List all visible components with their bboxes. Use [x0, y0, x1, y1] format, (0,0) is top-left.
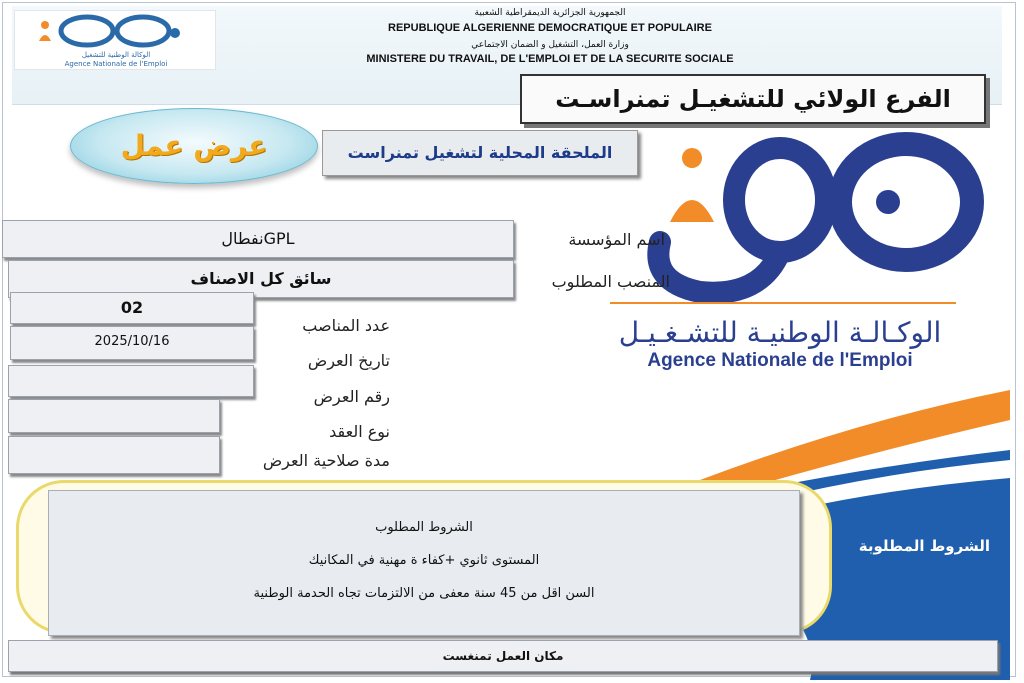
- agency-small-logo: [14, 10, 216, 70]
- agency-logo-icon: [620, 112, 1000, 332]
- organization-label: اسم المؤسسة: [568, 230, 665, 249]
- republic-arabic: الجمهورية الجزائرية الديمقراطية الشعبية: [474, 8, 626, 18]
- ministry-french: MINISTERE DU TRAVAIL, DE L'EMPLOI ET DE LA SECURITE SOCIALE: [366, 53, 734, 65]
- offer-validity-label: مدة صلاحية العرض: [262, 451, 390, 470]
- logo-divider: [610, 302, 956, 304]
- requirement-item: المستوى ثانوي +كفاء ة مهنية في المكانيك: [308, 553, 540, 568]
- position-value: سائق كل الاصناف: [8, 260, 514, 298]
- offer-date-value: 2025/10/16: [10, 326, 254, 360]
- organization-value: نفطالGPL: [2, 220, 514, 258]
- annex-title: الملحقة المحلية لتشغيل تمنراست: [322, 130, 638, 176]
- branch-title: الفرع الولائي للتشغيـل تمنراسـت: [520, 74, 986, 124]
- republic-french: REPUBLIQUE ALGERIENNE DEMOCRATIQUE ET POPULAIRE: [388, 22, 712, 34]
- offer-number-value: [8, 365, 254, 397]
- offer-validity-value: [8, 436, 220, 474]
- contract-type-value: [8, 399, 220, 433]
- positions-count-label: عدد المناصب: [302, 316, 390, 335]
- workplace-box: مكان العمل تمنغست: [8, 640, 998, 672]
- agency-name-arabic: الوكـالـة الوطنيـة للتشـغـيـل: [618, 316, 942, 349]
- offer-number-label: رقم العرض: [313, 387, 390, 406]
- job-offer-badge-label: عرض عمل: [120, 129, 268, 162]
- contract-type-label: نوع العقد: [329, 422, 390, 441]
- small-logo-french-name: Agence Nationale de l'Emploi: [64, 60, 168, 68]
- agency-name-french: Agence Nationale de l'Emploi: [647, 350, 913, 371]
- requirement-item: السن اقل من 45 سنة معفى من الالتزمات تجاه الحدمة الوطنية: [253, 586, 595, 601]
- requirements-heading: الشروط المطلوب: [375, 520, 473, 535]
- ministry-arabic: وزارة العمل، التشغيل و الضمان الاجتماعي: [471, 40, 629, 50]
- requirements-side-label: الشروط المطلوبة: [858, 537, 990, 555]
- positions-count-value: 02: [10, 292, 254, 324]
- job-offer-badge: [70, 108, 318, 184]
- offer-date-label: تاريخ العرض: [307, 351, 390, 370]
- small-logo-arabic-name: الوكالة الوطنية للتشغيل: [81, 51, 151, 59]
- agency-logo-icon: [15, 11, 215, 51]
- position-label: المنصب المطلوب: [551, 272, 670, 291]
